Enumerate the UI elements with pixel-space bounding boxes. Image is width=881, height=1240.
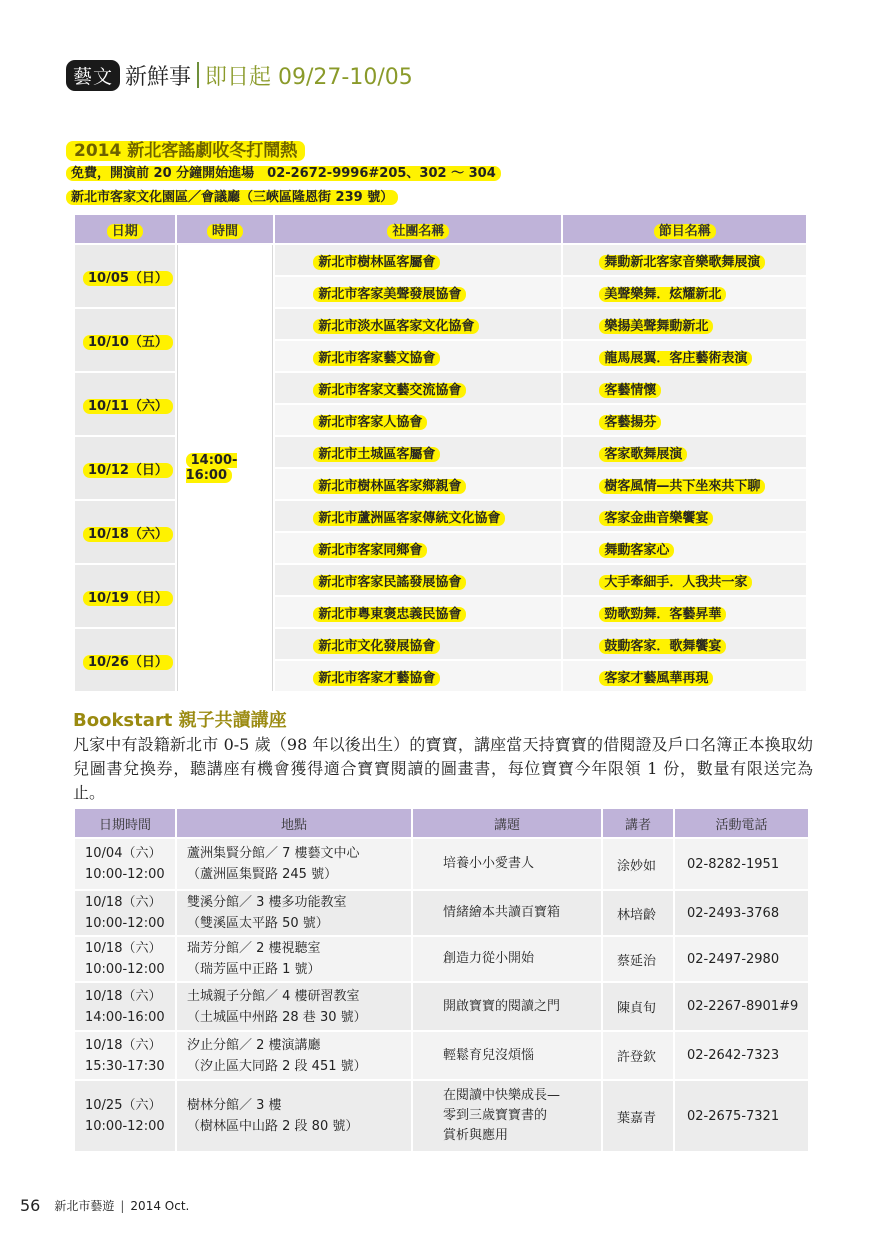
date-cell: 10/10（五） [75, 309, 175, 371]
program-cell: 鼓動客家．歌舞饗宴 [563, 629, 806, 659]
topic-cell: 在閱讀中快樂成長— 零到三歲寶寶書的 賞析與應用 [413, 1081, 601, 1151]
col-header: 講題 [413, 809, 601, 837]
topic-cell: 創造力從小開始 [413, 937, 601, 981]
org-cell: 新北市客家人協會 [275, 405, 561, 435]
date-cell: 10/12（日） [75, 437, 175, 499]
date-cell: 10/11（六） [75, 373, 175, 435]
table-row [75, 1032, 808, 1079]
page-footer [20, 1196, 189, 1215]
program-cell: 舞動客家心 [563, 533, 806, 563]
org-cell: 新北市土城區客屬會 [275, 437, 561, 467]
topic-cell: 輕鬆育兒沒煩惱 [413, 1032, 601, 1079]
datetime-cell: 10/25（六） 10:00-12:00 [75, 1081, 175, 1151]
phone-cell: 02-8282-1951 [675, 839, 808, 889]
datetime-cell: 10/18（六） 15:30-17:30 [75, 1032, 175, 1079]
program-cell: 勁歌勁舞．客藝昇華 [563, 597, 806, 627]
program-cell: 龍馬展翼．客庄藝術表演 [563, 341, 806, 371]
table-row [75, 1081, 808, 1151]
datetime-cell: 10/18（六） 10:00-12:00 [75, 937, 175, 981]
footer-divider: | [120, 1198, 125, 1213]
col-header: 社團名稱 [275, 215, 561, 243]
table-header-row [75, 809, 808, 837]
event2-lecture-table [73, 807, 810, 1153]
section-badge: 藝文 [66, 60, 120, 91]
org-cell: 新北市樹林區客家鄉親會 [275, 469, 561, 499]
org-cell: 新北市淡水區客家文化協會 [275, 309, 561, 339]
event1-info: 免費，開演前 20 分鐘開始進場 02-2672-9996#205、302 ～ 304 [66, 162, 501, 181]
org-cell: 新北市粵東褒忠義民協會 [275, 597, 561, 627]
date-cell: 10/19（日） [75, 565, 175, 627]
col-header: 節目名稱 [563, 215, 806, 243]
issue-date: 2014 Oct. [130, 1198, 190, 1213]
table-header-row [75, 215, 806, 243]
org-cell: 新北市客家文藝交流協會 [275, 373, 561, 403]
table-row [75, 839, 808, 889]
col-header: 日期 [75, 215, 175, 243]
speaker-cell: 陳貞旬 [603, 983, 673, 1030]
date-cell: 10/18（六） [75, 501, 175, 563]
program-cell: 樹客風情—共下坐來共下聊 [563, 469, 806, 499]
event1-schedule-table [73, 213, 808, 693]
page-header [66, 60, 413, 90]
org-cell: 新北市蘆洲區客家傳統文化協會 [275, 501, 561, 531]
program-cell: 客家歌舞展演 [563, 437, 806, 467]
topic-cell: 培養小小愛書人 [413, 839, 601, 889]
speaker-cell: 葉嘉青 [603, 1081, 673, 1151]
datetime-cell: 10/04（六） 10:00-12:00 [75, 839, 175, 889]
speaker-cell: 蔡延治 [603, 937, 673, 981]
phone-cell: 02-2642-7323 [675, 1032, 808, 1079]
location-cell: 瑞芳分館／ 2 樓視聽室 （瑞芳區中正路 1 號） [177, 937, 411, 981]
col-header: 地點 [177, 809, 411, 837]
datetime-cell: 10/18（六） 10:00-12:00 [75, 891, 175, 935]
event1-venue: 新北市客家文化園區／會議廳（三峽區隆恩街 239 號） [66, 186, 398, 205]
topic-cell: 情緒繪本共讀百寶箱 [413, 891, 601, 935]
phone-cell: 02-2675-7321 [675, 1081, 808, 1151]
col-header: 時間 [177, 215, 274, 243]
header-divider [197, 62, 199, 88]
location-cell: 蘆洲集賢分館／ 7 樓藝文中心 （蘆洲區集賢路 245 號） [177, 839, 411, 889]
speaker-cell: 林培齡 [603, 891, 673, 935]
phone-cell: 02-2497-2980 [675, 937, 808, 981]
org-cell: 新北市客家民謠發展協會 [275, 565, 561, 595]
col-header: 活動電話 [675, 809, 808, 837]
magazine-name: 新北市藝遊 [54, 1199, 115, 1213]
location-cell: 土城親子分館／ 4 樓研習教室 （土城區中州路 28 巷 30 號） [177, 983, 411, 1030]
date-cell: 10/05（日） [75, 245, 175, 307]
phone-cell: 02-2267-8901#9 [675, 983, 808, 1030]
time-cell: 14:00-16:00 [177, 245, 274, 691]
org-cell: 新北市客家同鄉會 [275, 533, 561, 563]
section-period: 即日起 09/27-10/05 [205, 64, 413, 90]
event1-title: 2014 新北客謠劇收冬打鬧熱 [66, 136, 305, 161]
topic-cell: 開啟寶寶的閱讀之門 [413, 983, 601, 1030]
location-cell: 雙溪分館／ 3 樓多功能教室 （雙溪區太平路 50 號） [177, 891, 411, 935]
speaker-cell: 許登欽 [603, 1032, 673, 1079]
org-cell: 新北市文化發展協會 [275, 629, 561, 659]
speaker-cell: 涂妙如 [603, 839, 673, 889]
event2-title: Bookstart 親子共讀講座 [73, 710, 287, 731]
org-cell: 新北市樹林區客屬會 [275, 245, 561, 275]
program-cell: 客家金曲音樂饗宴 [563, 501, 806, 531]
col-header: 日期時間 [75, 809, 175, 837]
event2-description: 凡家中有設籍新北市 0-5 歲（98 年以後出生）的寶寶，講座當天持寶寶的借閱證及戶口名簿正本換取幼兒圖書兌換券，聽講座有機會獲得適合寶寶閱讀的圖畫書，每位寶寶今年限領 1 份，數量有限送完為止。 [73, 735, 813, 802]
table-row [75, 983, 808, 1030]
page-number: 56 [20, 1196, 41, 1215]
datetime-cell: 10/18（六） 14:00-16:00 [75, 983, 175, 1030]
phone-cell: 02-2493-3768 [675, 891, 808, 935]
section-title: 新鮮事 [125, 64, 192, 90]
program-cell: 大手牽細手．人我共一家 [563, 565, 806, 595]
table-row [75, 245, 806, 275]
program-cell: 客藝揚芬 [563, 405, 806, 435]
program-cell: 客藝情懷 [563, 373, 806, 403]
table-row [75, 937, 808, 981]
date-cell: 10/26（日） [75, 629, 175, 691]
org-cell: 新北市客家美聲發展協會 [275, 277, 561, 307]
col-header: 講者 [603, 809, 673, 837]
program-cell: 舞動新北客家音樂歌舞展演 [563, 245, 806, 275]
location-cell: 汐止分館／ 2 樓演講廳 （汐止區大同路 2 段 451 號） [177, 1032, 411, 1079]
org-cell: 新北市客家藝文協會 [275, 341, 561, 371]
program-cell: 樂揚美聲舞動新北 [563, 309, 806, 339]
location-cell: 樹林分館／ 3 樓 （樹林區中山路 2 段 80 號） [177, 1081, 411, 1151]
program-cell: 美聲樂舞．炫耀新北 [563, 277, 806, 307]
table-row [75, 891, 808, 935]
org-cell: 新北市客家才藝協會 [275, 661, 561, 691]
program-cell: 客家才藝風華再現 [563, 661, 806, 691]
